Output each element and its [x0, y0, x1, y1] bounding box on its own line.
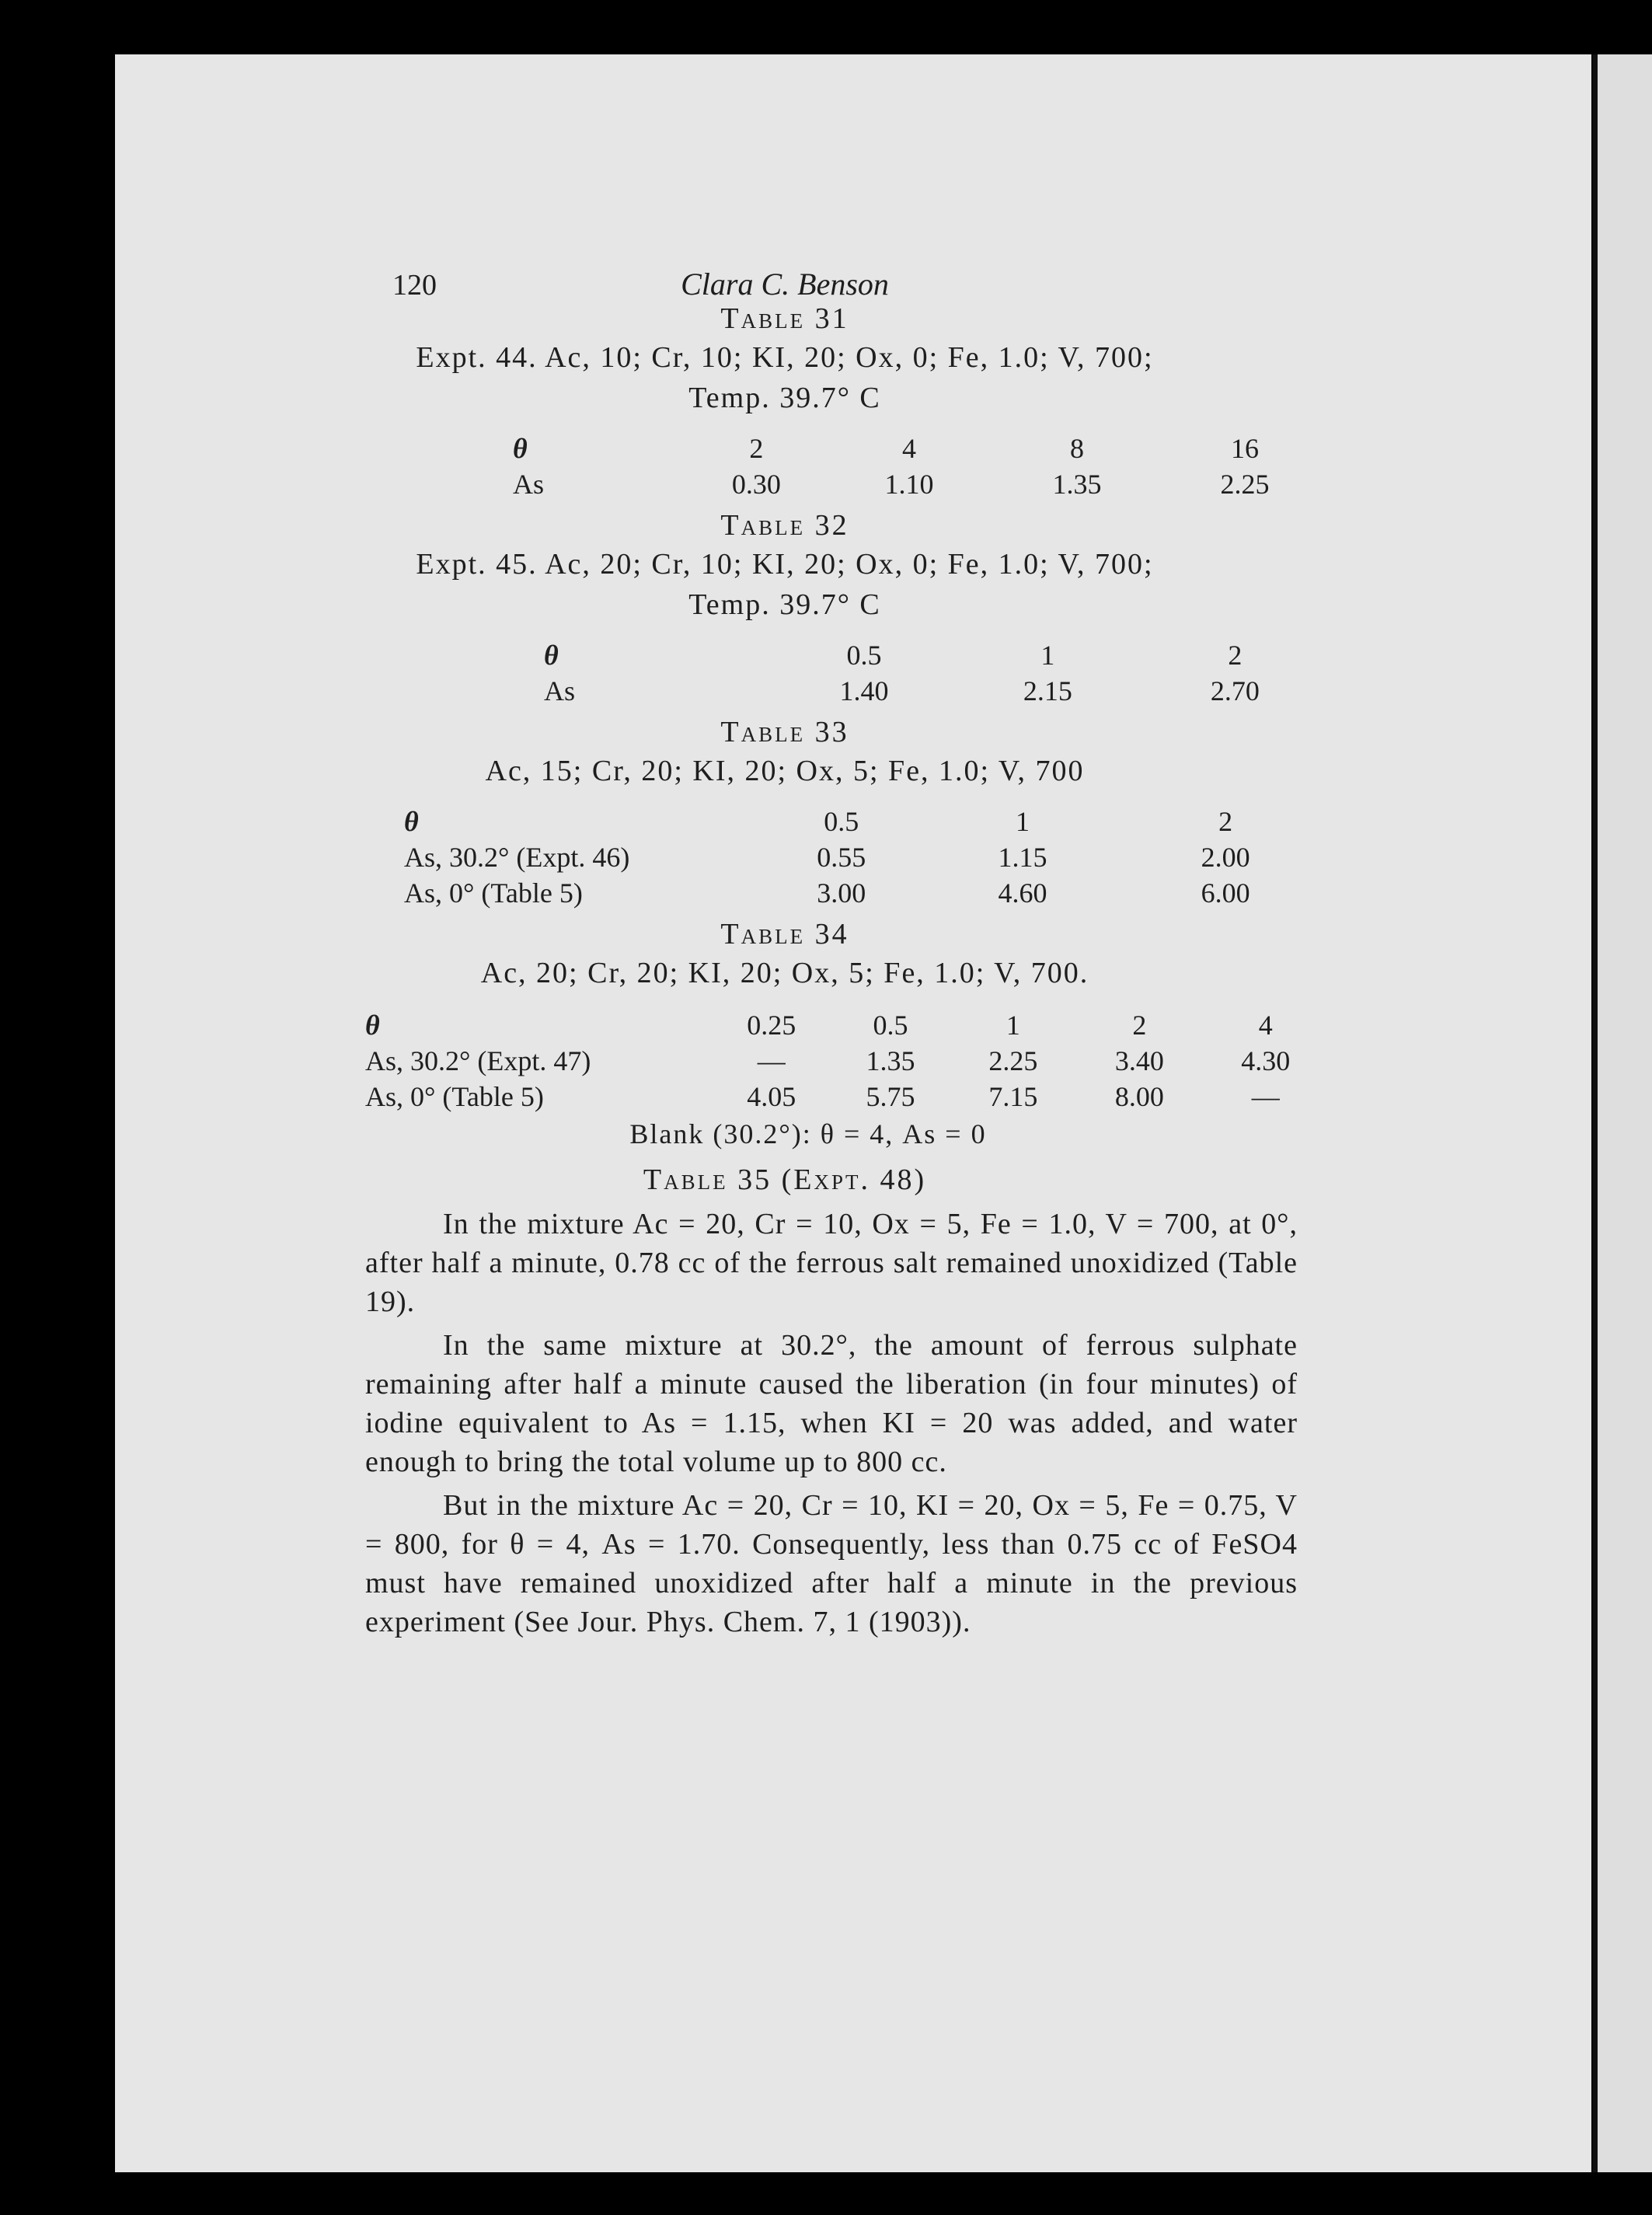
table-title: Table 34 [720, 918, 849, 951]
cell: 2.15 [1023, 675, 1072, 706]
cell: 0.30 [731, 469, 781, 500]
table-33 [241, 715, 1329, 911]
table-row [396, 839, 1329, 875]
row-label: As [513, 469, 545, 500]
row-label: As, 0° (Table 5) [365, 1081, 544, 1112]
cell: 4.60 [998, 877, 1047, 909]
paragraph: But in the mixture Ac = 20, Cr = 10, KI = 20, Ox = 5, Fe = 0.75, V = 800, for θ = 4, As = 1.70. Consequently, less than 0.75 cc of FeSO4 must have remained unoxidized after half a minute in the previous experiment (See Jour. Phys. Chem. 7, 1 (1903)). [365, 1489, 1298, 1638]
cell: 2.25 [988, 1045, 1038, 1076]
table-row [396, 875, 1329, 911]
table-conditions: Temp. 39.7° C [688, 588, 881, 621]
cell: 0.5 [873, 1010, 908, 1041]
cell: 4 [1258, 1010, 1273, 1041]
table-conditions: Temp. 39.7° C [688, 382, 881, 414]
table-35 [241, 1163, 1329, 1641]
table-conditions: Expt. 45. Ac, 20; Cr, 10; KI, 20; Ox, 0; Fe, 1.0; V, 700; [416, 548, 1154, 581]
cell: — [757, 1045, 786, 1076]
cell: 7.15 [988, 1081, 1038, 1112]
cell: 8 [1069, 433, 1084, 464]
table-conditions: Expt. 44. Ac, 10; Cr, 10; KI, 20; Ox, 0; Fe, 1.0; V, 700; [416, 341, 1154, 374]
page-header [241, 210, 1329, 302]
cell: 2.70 [1210, 675, 1260, 706]
cell: 2 [1228, 640, 1242, 671]
table-row [396, 804, 1329, 839]
table-34 [241, 917, 1329, 1150]
cell: 1 [1016, 806, 1030, 837]
cell: — [1251, 1081, 1280, 1112]
cell: 8.00 [1114, 1081, 1164, 1112]
data-table [505, 431, 1329, 502]
cell: 1 [1005, 1010, 1020, 1041]
table-title: Table 31 [720, 302, 849, 335]
cell: 0.5 [846, 640, 882, 671]
cell: 0.25 [747, 1010, 796, 1041]
cell: 2 [1218, 806, 1233, 837]
paragraph: In the mixture Ac = 20, Cr = 10, Ox = 5, Fe = 1.0, V = 700, at 0°, after half a minute, 0.78 cc of the ferrous salt remained unoxidized (Table 19). [365, 1208, 1298, 1318]
cell: 1.10 [884, 469, 934, 500]
cell: 1.35 [1052, 469, 1102, 500]
table-row [357, 1007, 1329, 1043]
table-title: Table 33 [720, 716, 849, 748]
cell: 1.15 [998, 842, 1047, 873]
table-conditions: Ac, 15; Cr, 20; KI, 20; Ox, 5; Fe, 1.0; V, 700 [485, 755, 1085, 787]
cell: 2 [1132, 1010, 1147, 1041]
row-label: θ [404, 806, 419, 837]
row-label: As, 30.2° (Expt. 47) [365, 1045, 591, 1076]
table-title: Table 32 [720, 509, 849, 542]
table-row [505, 431, 1329, 466]
data-table [357, 1007, 1329, 1114]
row-label: θ [513, 433, 528, 464]
cell: 2 [749, 433, 764, 464]
blank-note: Blank (30.2°): θ = 4, As = 0 [629, 1118, 987, 1149]
table-row [505, 466, 1329, 502]
cell: 0.5 [824, 806, 859, 837]
cell: 6.00 [1201, 877, 1250, 909]
cell: 4.05 [747, 1081, 796, 1112]
paragraph: In the same mixture at 30.2°, the amount of ferrous sulphate remaining after half a minute caused the liberation (in four minutes) of iodine equivalent to As = 1.15, when KI = 20 was added, and water enough to bring the total volume up to 800 cc. [365, 1329, 1298, 1478]
cell: 1.35 [866, 1045, 915, 1076]
cell: 3.40 [1114, 1045, 1164, 1076]
cell: 2.25 [1220, 469, 1270, 500]
cell: 3.00 [817, 877, 866, 909]
adjacent-page-edge [1593, 54, 1652, 2172]
table-32 [241, 508, 1329, 709]
table-row [536, 673, 1329, 709]
cell: 4.30 [1241, 1045, 1291, 1076]
row-label: As, 0° (Table 5) [404, 877, 583, 909]
row-label: θ [544, 640, 559, 671]
cell: 1.40 [839, 675, 889, 706]
row-label: As [544, 675, 576, 706]
table-31 [241, 302, 1329, 502]
table-title: Table 35 (Expt. 48) [643, 1163, 927, 1196]
row-label: θ [365, 1010, 380, 1041]
cell: 1 [1040, 640, 1055, 671]
cell: 5.75 [866, 1081, 915, 1112]
cell: 16 [1230, 433, 1259, 464]
table-row [357, 1079, 1329, 1114]
table-row [536, 637, 1329, 673]
data-table [396, 804, 1329, 911]
row-label: As, 30.2° (Expt. 46) [404, 842, 630, 873]
page-content [241, 210, 1329, 1641]
running-title: Clara C. Benson [681, 267, 889, 302]
page-number: 120 [392, 269, 437, 302]
table-row [357, 1043, 1329, 1079]
cell: 4 [901, 433, 916, 464]
cell: 2.00 [1201, 842, 1250, 873]
cell: 0.55 [817, 842, 866, 873]
table-conditions: Ac, 20; Cr, 20; KI, 20; Ox, 5; Fe, 1.0; V, 700. [480, 957, 1089, 989]
data-table [536, 637, 1329, 709]
